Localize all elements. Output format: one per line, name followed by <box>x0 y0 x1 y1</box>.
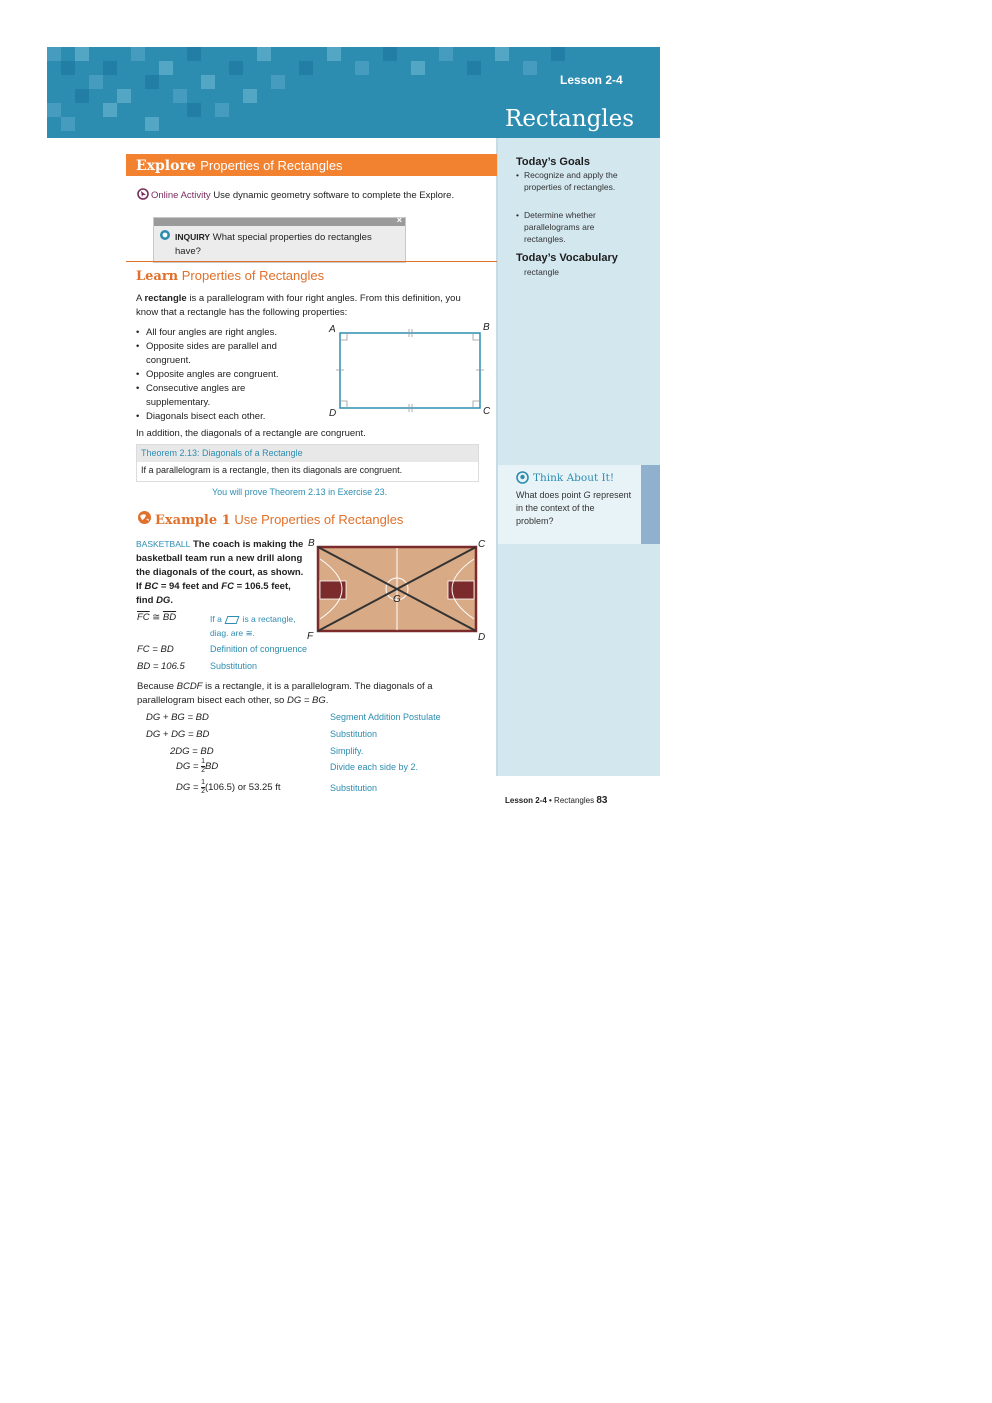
online-activity-icon <box>137 188 149 200</box>
property-list <box>136 326 316 424</box>
court-label-b: B <box>308 538 315 549</box>
court-label-g: G <box>393 594 401 605</box>
step-statement: 2DG = BD <box>170 746 214 757</box>
list-item: • Opposite angles are congruent. <box>136 369 279 380</box>
goal-item: • Determine whether parallelograms are rectangles. <box>516 209 621 245</box>
explore-title: Properties of Rectangles <box>200 158 343 173</box>
diagonals-note: In addition, the diagonals of a rectangle are congruent. <box>136 428 366 439</box>
inquiry-icon <box>159 229 171 241</box>
vocab-word[interactable]: rectangle <box>524 267 559 277</box>
online-activity-text: Online Activity Use dynamic geometry software to complete the Explore. <box>151 190 455 201</box>
step-reason: If a is a rectangle, diag. are ≅. <box>210 614 296 638</box>
step-reason: Simplify. <box>330 746 364 756</box>
think-icon <box>516 471 529 484</box>
page-footer: Lesson 2-4 • Rectangles 83 <box>505 795 608 806</box>
prove-note[interactable]: You will prove Theorem 2.13 in Exercise 23. <box>212 487 388 497</box>
explore-bar <box>126 154 497 176</box>
lesson-number: Lesson 2-4 <box>560 73 623 87</box>
step-statement: DG + BG = BD <box>146 712 209 723</box>
inquiry-text: INQUIRY What special properties do rectangles have? <box>175 232 372 257</box>
example-heading: Example 1 Use Properties of Rectangles <box>155 512 404 528</box>
theorem-text: If a parallelogram is a rectangle, then its diagonals are congruent. <box>141 465 403 475</box>
sidebar-divider <box>496 138 498 776</box>
think-text: What does point G represent in the context of the problem? <box>516 490 632 526</box>
vertex-label-a: A <box>329 324 336 335</box>
goal-item: • Recognize and apply the properties of rectangles. <box>516 169 621 193</box>
step-reason: Segment Addition Postulate <box>330 712 441 722</box>
step-statement: DG + DG = BD <box>146 729 210 740</box>
list-item: • All four angles are right angles. <box>136 327 277 338</box>
court-label-d: D <box>478 632 486 643</box>
list-item: • Diagonals bisect each other. <box>136 411 266 422</box>
page-number: 83 <box>596 795 608 806</box>
step-statement: $\overline{FC}$ ≅ $\overline{BD}$ <box>137 612 177 623</box>
online-activity-link[interactable]: Online Activity <box>151 190 211 201</box>
lesson-title: Rectangles <box>505 106 635 132</box>
step-reason: Divide each side by 2. <box>330 762 419 772</box>
inquiry-panel[interactable] <box>153 217 406 263</box>
step-statement: DG = $\frac{1}{2}$ BD <box>176 758 219 774</box>
think-about-it-tab[interactable] <box>641 465 660 544</box>
learn-intro: A rectangle is a parallelogram with four right angles. From this definition, you know that a rectangle has the following properties: <box>136 293 461 318</box>
inquiry-panel-titlebar <box>154 215 405 226</box>
vocab-heading: Today’s Vocabulary <box>516 252 618 264</box>
theorem-box <box>136 444 479 482</box>
basketball-court-figure <box>306 535 494 643</box>
step-reason: Substitution <box>330 729 378 739</box>
list-item: • Opposite sides are parallel and congruent. <box>136 341 277 366</box>
step-reason: Definition of congruence <box>210 644 308 654</box>
step-statement: FC = BD <box>137 644 174 655</box>
tick-marks-long <box>409 329 412 412</box>
close-icon[interactable]: × <box>396 215 402 225</box>
right-angle-marks <box>340 333 480 408</box>
step-reason: Substitution <box>210 661 258 671</box>
vertex-label-d: D <box>329 408 337 419</box>
vertex-label-c: C <box>483 406 491 417</box>
step-statement: DG = $\frac{1}{2}$ (106.5) or 53.25 ft <box>176 779 281 795</box>
because-paragraph: Because BCDF is a rectangle, it is a parallelogram. The diagonals of a parallelogram bisect each other, so DG = BG. <box>137 681 433 706</box>
goal-text: Recognize and apply the properties of rectangles. <box>524 170 618 192</box>
divider <box>126 261 497 262</box>
globe-icon <box>137 510 152 525</box>
parallelogram-icon <box>225 616 240 624</box>
goal-text: Determine whether parallelograms are rectangles. <box>524 210 596 244</box>
goals-heading: Today’s Goals <box>516 156 590 168</box>
step-statement: BD = 106.5 <box>137 661 185 672</box>
court-label-f: F <box>307 631 314 642</box>
think-heading: Think About It! <box>533 472 615 484</box>
example-problem: BASKETBALL The coach is making the basketball team run a new drill along the diagonals of the court, as shown. If BC = 94 feet and FC = 106.5 feet, find DG. <box>136 539 304 606</box>
vertex-label-b: B <box>483 322 490 333</box>
rectangle-shape <box>340 333 480 408</box>
learn-heading: Learn Properties of Rectangles <box>136 268 325 284</box>
rectangle-figure <box>325 320 495 420</box>
court-label-c: C <box>478 539 486 550</box>
theorem-title: Theorem 2.13: Diagonals of a Rectangle <box>137 445 478 462</box>
explore-label: Explore <box>136 158 196 174</box>
step-reason: Substitution <box>330 783 378 793</box>
list-item: • Consecutive angles are supplementary. <box>136 383 246 408</box>
